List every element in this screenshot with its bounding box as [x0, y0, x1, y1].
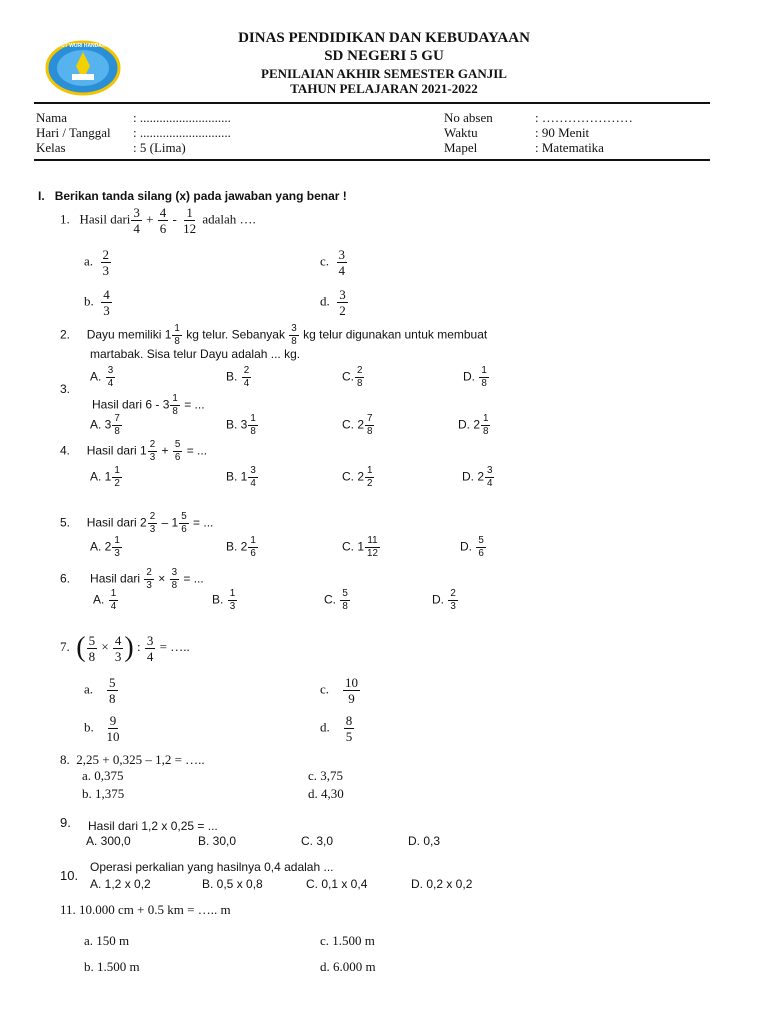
question-8	[60, 752, 205, 768]
q8-option-c[interactable]: c. 3,75	[308, 768, 344, 783]
fraction: $\frac{4}{6}$	[159, 205, 167, 236]
q6-option-a[interactable]: A. $\frac{1}{4}$	[93, 588, 117, 612]
q2-option-b[interactable]: B. $\frac{2}{4}$	[226, 365, 250, 389]
q3-option-a[interactable]: A. 3 $\frac{7}{8}$	[90, 413, 120, 437]
hari-label: Hari / Tanggal	[36, 125, 111, 140]
question-5: 5. Hasil dari 2 $\frac{2}{3}$ – 1 $\frac{5}{6}$ = ...	[60, 511, 214, 535]
q1-option-d[interactable]: d. $\frac{3}{2}$	[320, 287, 346, 318]
q9-text: Hasil dari 1,2 x 0,25 = ...	[88, 819, 218, 833]
hari-field[interactable]: : ............................	[133, 125, 231, 140]
q6-option-d[interactable]: D. $\frac{2}{3}$	[432, 588, 456, 612]
question-7: 7. ( $\frac{5}{8}$ × $\frac{4}{3}$ ) : $\frac{3}{4}$ = …..	[60, 632, 190, 664]
q7-option-c[interactable]: c. $\frac{10}{9}$	[320, 675, 359, 706]
mapel-value: : Matematika	[535, 140, 604, 155]
q1-number: 1.	[60, 211, 70, 227]
q6-option-c[interactable]: C. $\frac{5}{8}$	[324, 588, 348, 612]
header-school: SD NEGERI 5 GU	[324, 48, 444, 64]
waktu-label: Waktu	[444, 125, 478, 140]
q3-option-c[interactable]: C. 2 $\frac{7}{8}$	[342, 413, 373, 437]
q7-option-d[interactable]: d. $\frac{8}{5}$	[320, 713, 353, 744]
nama-label: Nama	[36, 110, 68, 125]
section-number: I.	[38, 189, 45, 203]
q11-option-b[interactable]: b. 1.500 m	[84, 959, 140, 974]
q5-option-b[interactable]: B. 2 $\frac{1}{6}$	[226, 535, 256, 559]
header-rule-top	[34, 102, 710, 104]
q4-number: 4.	[60, 443, 71, 458]
q8-option-b[interactable]: b. 1,375	[82, 786, 125, 801]
mapel-label: Mapel	[444, 140, 478, 155]
q4-option-c[interactable]: C. 2 $\frac{1}{2}$	[342, 465, 373, 489]
fraction: $\frac{1}{12}$	[183, 205, 197, 236]
q10-option-d[interactable]: D. 0,2 x 0,2	[411, 877, 473, 891]
header-exam: PENILAIAN AKHIR SEMESTER GANJIL	[261, 66, 507, 81]
q8-number: 8.	[60, 752, 70, 767]
q9-option-c[interactable]: C. 3,0	[301, 834, 334, 848]
q2-option-d[interactable]: D. $\frac{1}{8}$	[463, 365, 487, 389]
q8-option-a[interactable]: a. 0,375	[82, 768, 124, 783]
absen-field[interactable]: : …………………	[535, 110, 633, 125]
q3-number: 3.	[60, 382, 71, 396]
q9-option-d[interactable]: D. 0,3	[408, 834, 441, 848]
logo-text: TUT WURI HANDAYANI	[58, 43, 113, 49]
q7-option-a[interactable]: a. $\frac{5}{8}$	[84, 675, 116, 706]
section-title	[38, 189, 347, 203]
q8-text: 2,25 + 0,325 – 1,2 = …..	[76, 752, 205, 767]
q2-option-c[interactable]: C. $\frac{2}{8}$	[342, 365, 363, 389]
q5-option-c[interactable]: C. 1 $\frac{11}{12}$	[342, 535, 378, 559]
section-instruction: Berikan tanda silang (x) pada jawaban yang benar !	[54, 189, 347, 203]
question-6: 6. Hasil dari $\frac{2}{3}$ × $\frac{3}{8}$ = ...	[60, 567, 204, 591]
question-2: 2. Dayu memiliki 1 $\frac{1}{8}$ kg telur. Sebanyak $\frac{3}{8}$ kg telur digunakan untuk membuat	[60, 323, 488, 347]
fraction: $\frac{3}{4}$	[133, 205, 140, 236]
absen-label: No absen	[444, 110, 493, 125]
q4-option-d[interactable]: D. 2 $\frac{3}{4}$	[462, 465, 493, 489]
q7-option-b[interactable]: b. $\frac{9}{10}$	[84, 713, 120, 744]
q5-number: 5.	[60, 515, 71, 530]
question-11	[60, 902, 231, 918]
q11-option-c[interactable]: c. 1.500 m	[320, 933, 375, 948]
q11-number: 11.	[60, 902, 76, 917]
q10-option-b[interactable]: B. 0,5 x 0,8	[202, 877, 263, 891]
q10-number: 10.	[60, 868, 79, 883]
q9-number: 9.	[60, 815, 71, 830]
header-title: DINAS PENDIDIKAN DAN KEBUDAYAAN	[238, 30, 530, 46]
q1-text: Hasil dari	[79, 211, 131, 227]
question-1: 1. Hasil dari $\frac{3}{4}$ + $\frac{4}{6}$ - $\frac{1}{12}$ adalah ….	[60, 205, 256, 236]
q10-text: Operasi perkalian yang hasilnya 0,4 adalah ...	[90, 860, 334, 874]
q2-number: 2.	[60, 327, 71, 342]
q8-option-d[interactable]: d. 4,30	[308, 786, 344, 801]
q11-option-a[interactable]: a. 150 m	[84, 933, 130, 948]
q7-number: 7.	[60, 638, 70, 654]
q10-option-c[interactable]: C. 0,1 x 0,4	[306, 877, 368, 891]
q3-option-d[interactable]: D. 2 $\frac{1}{8}$	[458, 413, 489, 437]
kelas-value: : 5 (Lima)	[133, 140, 186, 155]
q11-text: 10.000 cm + 0.5 km = ….. m	[79, 902, 231, 917]
q6-number: 6.	[60, 571, 71, 586]
waktu-value: : 90 Menit	[535, 125, 590, 140]
q5-option-a[interactable]: A. 2 $\frac{1}{3}$	[90, 535, 120, 559]
q2-text-line2: martabak. Sisa telur Dayu adalah ... kg.	[90, 347, 301, 361]
q9-option-a[interactable]: A. 300,0	[86, 834, 131, 848]
nama-field[interactable]: : ............................	[133, 110, 231, 125]
q1-option-b[interactable]: b. $\frac{4}{3}$	[84, 287, 110, 318]
q5-option-d[interactable]: D. $\frac{5}{6}$	[460, 535, 484, 559]
q3-option-b[interactable]: B. 3 $\frac{1}{8}$	[226, 413, 256, 437]
q6-option-b[interactable]: B. $\frac{1}{3}$	[212, 588, 236, 612]
q3-text: Hasil dari 6 - 3 $\frac{1}{8}$ = ...	[92, 393, 205, 417]
kelas-label: Kelas	[36, 140, 66, 155]
q1-option-a[interactable]: a. $\frac{2}{3}$	[84, 247, 110, 278]
q11-option-d[interactable]: d. 6.000 m	[320, 959, 376, 974]
q9-option-b[interactable]: B. 30,0	[198, 834, 237, 848]
q2-option-a[interactable]: A. $\frac{3}{4}$	[90, 365, 114, 389]
q10-option-a[interactable]: A. 1,2 x 0,2	[90, 877, 151, 891]
q4-option-a[interactable]: A. 1 $\frac{1}{2}$	[90, 465, 120, 489]
q1-option-c[interactable]: c. $\frac{3}{4}$	[320, 247, 346, 278]
header-year: TAHUN PELAJARAN 2021-2022	[290, 81, 478, 96]
q4-option-b[interactable]: B. 1 $\frac{3}{4}$	[226, 465, 256, 489]
header-rule-bottom	[34, 159, 710, 161]
question-4: 4. Hasil dari 1 $\frac{2}{3}$ + $\frac{5}{6}$ = ...	[60, 439, 208, 463]
